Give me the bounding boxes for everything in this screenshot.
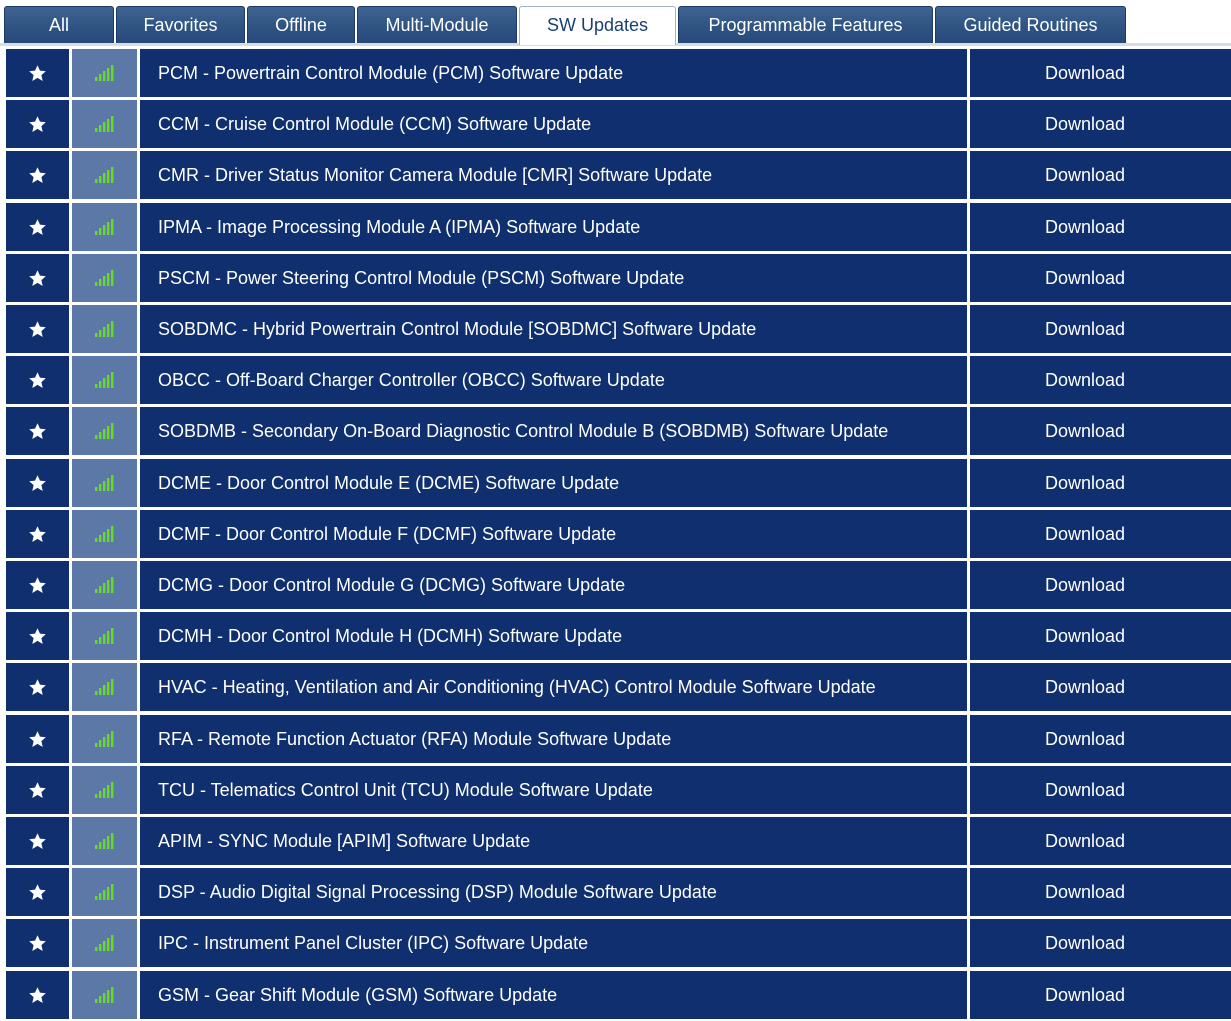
download-button[interactable]: Download [1044, 370, 1126, 390]
signal-strength-icon [95, 423, 115, 439]
download-cell[interactable] [970, 817, 1231, 865]
download-button[interactable]: Download [1044, 677, 1126, 697]
favorite-cell[interactable] [6, 151, 69, 199]
tab-favorites[interactable]: Favorites [116, 6, 245, 43]
table-row [4, 663, 1231, 711]
download-button[interactable]: Download [1044, 575, 1126, 595]
signal-strength-icon [95, 577, 115, 593]
signal-cell [72, 459, 137, 507]
favorite-cell[interactable] [6, 715, 69, 763]
signal-cell [72, 766, 137, 814]
module-name-cell[interactable] [140, 510, 967, 558]
module-update-name[interactable]: PSCM - Power Steering Control Module (PSCM) Software Update [158, 268, 685, 288]
download-cell[interactable] [970, 971, 1231, 1019]
favorite-cell[interactable] [6, 817, 69, 865]
star-icon[interactable] [28, 218, 47, 237]
table-row [4, 561, 1231, 609]
module-name-cell[interactable] [140, 203, 967, 251]
signal-strength-icon [95, 219, 115, 235]
module-update-name[interactable]: IPC - Instrument Panel Cluster (IPC) Software Update [158, 933, 589, 953]
table-row [4, 459, 1231, 507]
favorite-cell[interactable] [6, 561, 69, 609]
signal-strength-icon [95, 321, 115, 337]
tab-offline[interactable]: Offline [247, 6, 355, 43]
favorite-cell[interactable] [6, 203, 69, 251]
module-name-cell[interactable] [140, 971, 967, 1019]
signal-cell [72, 663, 137, 711]
table-row [4, 971, 1231, 1019]
signal-strength-icon [95, 935, 115, 951]
table-row [4, 612, 1231, 660]
tab-sw-updates[interactable]: SW Updates [519, 6, 676, 45]
module-name-cell[interactable] [140, 49, 967, 97]
module-name-cell[interactable] [140, 612, 967, 660]
signal-strength-icon [95, 65, 115, 81]
table-row [4, 766, 1231, 814]
star-icon[interactable] [28, 986, 47, 1005]
download-button[interactable]: Download [1044, 933, 1126, 953]
download-cell[interactable] [970, 561, 1231, 609]
module-name-cell[interactable] [140, 459, 967, 507]
signal-strength-icon [95, 526, 115, 542]
download-cell[interactable] [970, 868, 1231, 916]
star-icon[interactable] [28, 525, 47, 544]
download-cell[interactable] [970, 151, 1231, 199]
table-row [4, 919, 1231, 967]
download-button[interactable]: Download [1044, 63, 1126, 83]
tab-multi-module[interactable]: Multi-Module [357, 6, 517, 43]
signal-cell [72, 49, 137, 97]
star-icon[interactable] [28, 627, 47, 646]
table-row [4, 49, 1231, 97]
table-row [4, 254, 1231, 302]
table-row [4, 305, 1231, 353]
table-row [4, 151, 1231, 199]
download-button[interactable]: Download [1044, 421, 1126, 441]
module-name-cell[interactable] [140, 817, 967, 865]
download-button[interactable]: Download [1044, 882, 1126, 902]
tab-guided-routines[interactable]: Guided Routines [935, 6, 1126, 43]
module-update-name[interactable]: DCMH - Door Control Module H (DCMH) Software Update [158, 626, 623, 646]
module-update-name[interactable]: CCM - Cruise Control Module (CCM) Software Update [158, 114, 592, 134]
download-cell[interactable] [970, 356, 1231, 404]
signal-cell [72, 971, 137, 1019]
favorite-cell[interactable] [6, 356, 69, 404]
table-row [4, 868, 1231, 916]
download-button[interactable]: Download [1044, 985, 1126, 1005]
signal-cell [72, 919, 137, 967]
table-row [4, 715, 1231, 763]
download-button[interactable]: Download [1044, 473, 1126, 493]
download-cell[interactable] [970, 612, 1231, 660]
signal-strength-icon [95, 628, 115, 644]
tab-programmable-features[interactable]: Programmable Features [678, 6, 933, 43]
download-cell[interactable] [970, 49, 1231, 97]
favorite-cell[interactable] [6, 100, 69, 148]
signal-strength-icon [95, 372, 115, 388]
favorite-cell[interactable] [6, 459, 69, 507]
star-icon[interactable] [28, 115, 47, 134]
module-update-name[interactable]: OBCC - Off-Board Charger Controller (OBCC) Software Update [158, 370, 665, 390]
favorite-cell[interactable] [6, 510, 69, 558]
star-icon[interactable] [28, 64, 47, 83]
signal-strength-icon [95, 475, 115, 491]
star-icon[interactable] [28, 883, 47, 902]
table-row [4, 407, 1231, 455]
signal-cell [72, 100, 137, 148]
signal-strength-icon [95, 116, 115, 132]
module-name-cell[interactable] [140, 100, 967, 148]
star-icon[interactable] [28, 678, 47, 697]
module-update-name[interactable]: IPMA - Image Processing Module A (IPMA) Software Update [158, 217, 641, 237]
module-update-name[interactable]: DCMG - Door Control Module G (DCMG) Software Update [158, 575, 626, 595]
module-name-cell[interactable] [140, 663, 967, 711]
download-cell[interactable] [970, 663, 1231, 711]
tab-bar [4, 6, 1231, 44]
signal-strength-icon [95, 987, 115, 1003]
module-update-name[interactable]: GSM - Gear Shift Module (GSM) Software Update [158, 985, 558, 1005]
module-update-name[interactable]: PCM - Powertrain Control Module (PCM) Software Update [158, 63, 624, 83]
table-row [4, 203, 1231, 251]
module-update-name[interactable]: SOBDMC - Hybrid Powertrain Control Module [SOBDMC] Software Update [158, 319, 757, 339]
download-button[interactable]: Download [1044, 114, 1126, 134]
module-name-cell[interactable] [140, 766, 967, 814]
download-cell[interactable] [970, 919, 1231, 967]
signal-cell [72, 561, 137, 609]
download-cell[interactable] [970, 459, 1231, 507]
favorite-cell[interactable] [6, 305, 69, 353]
module-name-cell[interactable] [140, 151, 967, 199]
star-icon[interactable] [28, 269, 47, 288]
table-row [4, 356, 1231, 404]
signal-strength-icon [95, 833, 115, 849]
table-row [4, 100, 1231, 148]
module-name-cell[interactable] [140, 868, 967, 916]
download-cell[interactable] [970, 305, 1231, 353]
download-button[interactable]: Download [1044, 319, 1126, 339]
signal-cell [72, 868, 137, 916]
download-button[interactable]: Download [1044, 626, 1126, 646]
module-name-cell[interactable] [140, 305, 967, 353]
star-icon[interactable] [28, 934, 47, 953]
favorite-cell[interactable] [6, 49, 69, 97]
star-icon[interactable] [28, 576, 47, 595]
download-cell[interactable] [970, 715, 1231, 763]
star-icon[interactable] [28, 781, 47, 800]
download-button[interactable]: Download [1044, 729, 1126, 749]
signal-cell [72, 510, 137, 558]
module-update-name[interactable]: DCMF - Door Control Module F (DCMF) Software Update [158, 524, 617, 544]
module-name-cell[interactable] [140, 407, 967, 455]
download-cell[interactable] [970, 254, 1231, 302]
star-icon[interactable] [28, 320, 47, 339]
favorite-cell[interactable] [6, 663, 69, 711]
module-name-cell[interactable] [140, 561, 967, 609]
favorite-cell[interactable] [6, 766, 69, 814]
tab-all[interactable]: All [4, 6, 114, 43]
signal-cell [72, 254, 137, 302]
module-name-cell[interactable] [140, 919, 967, 967]
download-cell[interactable] [970, 100, 1231, 148]
download-button[interactable]: Download [1044, 524, 1126, 544]
favorite-cell[interactable] [6, 868, 69, 916]
favorite-cell[interactable] [6, 407, 69, 455]
module-update-name[interactable]: APIM - SYNC Module [APIM] Software Update [158, 831, 531, 851]
signal-strength-icon [95, 731, 115, 747]
download-button[interactable]: Download [1044, 268, 1126, 288]
favorite-cell[interactable] [6, 919, 69, 967]
signal-cell [72, 203, 137, 251]
signal-cell [72, 715, 137, 763]
table-row [4, 510, 1231, 558]
signal-cell [72, 817, 137, 865]
module-name-cell[interactable] [140, 254, 967, 302]
signal-strength-icon [95, 679, 115, 695]
download-button[interactable]: Download [1044, 780, 1126, 800]
favorite-cell[interactable] [6, 612, 69, 660]
download-button[interactable]: Download [1044, 217, 1126, 237]
signal-cell [72, 356, 137, 404]
star-icon[interactable] [28, 832, 47, 851]
signal-strength-icon [95, 782, 115, 798]
module-update-name[interactable]: TCU - Telematics Control Unit (TCU) Module Software Update [158, 780, 653, 800]
table-row [4, 817, 1231, 865]
download-cell[interactable] [970, 766, 1231, 814]
signal-strength-icon [95, 167, 115, 183]
download-cell[interactable] [970, 510, 1231, 558]
signal-cell [72, 151, 137, 199]
star-icon[interactable] [28, 474, 47, 493]
download-button[interactable]: Download [1044, 831, 1126, 851]
module-name-cell[interactable] [140, 715, 967, 763]
favorite-cell[interactable] [6, 971, 69, 1019]
signal-strength-icon [95, 884, 115, 900]
signal-cell [72, 305, 137, 353]
download-button[interactable]: Download [1044, 165, 1126, 185]
signal-strength-icon [95, 270, 115, 286]
module-update-name[interactable]: DCME - Door Control Module E (DCME) Software Update [158, 473, 620, 493]
star-icon[interactable] [28, 166, 47, 185]
module-update-name[interactable]: DSP - Audio Digital Signal Processing (DSP) Module Software Update [158, 882, 717, 902]
module-name-cell[interactable] [140, 356, 967, 404]
download-cell[interactable] [970, 203, 1231, 251]
favorite-cell[interactable] [6, 254, 69, 302]
star-icon[interactable] [28, 422, 47, 441]
module-update-name[interactable]: CMR - Driver Status Monitor Camera Module [CMR] Software Update [158, 165, 713, 185]
signal-cell [72, 407, 137, 455]
module-update-name[interactable]: RFA - Remote Function Actuator (RFA) Module Software Update [158, 729, 672, 749]
module-update-name[interactable]: HVAC - Heating, Ventilation and Air Conditioning (HVAC) Control Module Software Update [158, 677, 876, 697]
download-cell[interactable] [970, 407, 1231, 455]
module-update-name[interactable]: SOBDMB - Secondary On-Board Diagnostic Control Module B (SOBDMB) Software Update [158, 421, 889, 441]
star-icon[interactable] [28, 730, 47, 749]
signal-cell [72, 612, 137, 660]
star-icon[interactable] [28, 371, 47, 390]
